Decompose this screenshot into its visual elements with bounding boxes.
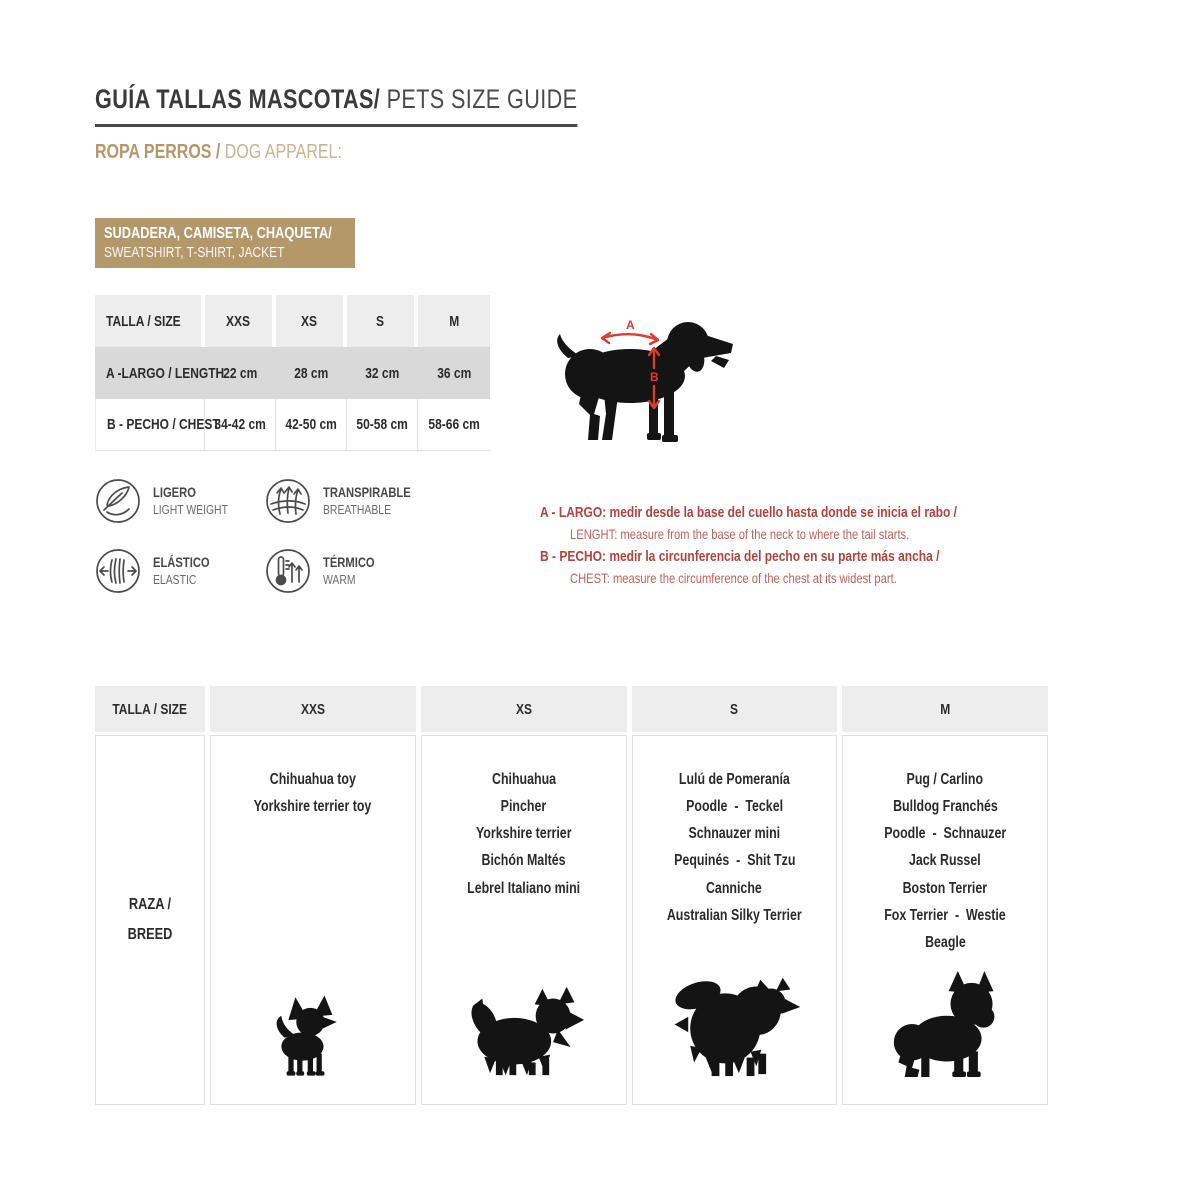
size-table-header — [95, 295, 490, 347]
breed-table-body — [95, 735, 1048, 1105]
row-label-en: BREED — [127, 926, 173, 943]
banner-line1: SUDADERA, CAMISETA, CHAQUETA/ — [104, 224, 332, 242]
breed-item: Australian Silky Terrier — [666, 906, 802, 924]
feature-name-es: LIGERO — [153, 484, 196, 501]
breed-item: Poodle - Schnauzer — [884, 825, 1007, 843]
breed-table-header-cell: XXS — [210, 686, 416, 732]
table-cell: 32 cm — [347, 347, 418, 399]
breed-item: Pincher — [500, 798, 547, 816]
thermometer-icon — [265, 548, 311, 594]
feature-name-es: TRANSPIRABLE — [323, 484, 411, 501]
breed-item: Lulú de Pomeranía — [678, 771, 790, 788]
row-label: A -LARGO / LENGTH — [95, 347, 205, 399]
row-label: B - PECHO / CHEST — [95, 399, 205, 451]
subtitle-en: DOG APPAREL: — [220, 141, 342, 163]
size-table-row-length — [95, 347, 490, 399]
breed-table-header — [95, 686, 1048, 732]
table-cell: 36 cm — [418, 347, 490, 399]
breed-item: Fox Terrier - Westie — [884, 906, 1006, 924]
feather-icon — [95, 478, 141, 524]
section-subtitle — [95, 141, 404, 164]
breed-cell-xxs — [210, 735, 416, 1105]
french-bulldog-silhouette — [881, 968, 1009, 1080]
labrador-silhouette — [548, 296, 753, 448]
size-table-row-chest — [95, 399, 490, 451]
chihuahua-silhouette — [269, 992, 357, 1080]
category-banner — [95, 218, 355, 268]
feature-name-es: ELÁSTICO — [153, 554, 210, 571]
feature-breathable — [265, 478, 495, 524]
breed-item: Lebrel Italiano mini — [467, 879, 581, 897]
breed-table-header-cell: S — [632, 686, 838, 732]
breed-item: Canniche — [706, 879, 763, 897]
measuring-diagram — [548, 296, 753, 453]
page-title-en: PETS SIZE GUIDE — [380, 84, 578, 114]
size-table-header-cell: XS — [276, 295, 347, 347]
table-cell: 42-50 cm — [276, 399, 347, 451]
note-a-es: A - LARGO: medir desde la base del cuello hasta donde se inicia el rabo / — [540, 504, 957, 521]
table-cell: 28 cm — [276, 347, 347, 399]
feature-warm — [265, 548, 495, 594]
breed-item: Chihuahua — [491, 771, 556, 788]
breed-item: Yorkshire terrier toy — [254, 798, 372, 816]
breed-item: Schnauzer mini — [688, 825, 781, 843]
table-cell: 50-58 cm — [347, 399, 418, 451]
breed-item: Jack Russel — [909, 852, 981, 870]
feature-name-en: WARM — [323, 571, 356, 587]
breed-item: Boston Terrier — [902, 879, 988, 897]
breed-item: Pequinés - Shit Tzu — [673, 852, 795, 870]
page-title — [95, 84, 698, 127]
breed-cell-s — [632, 735, 838, 1105]
breed-item: Bulldog Franchés — [892, 798, 998, 816]
elastic-icon — [95, 548, 141, 594]
note-a-en: LENGHT: measure from the base of the neck to where the tail starts. — [570, 525, 910, 542]
table-cell: 58-66 cm — [418, 399, 490, 451]
breed-cell-m — [842, 735, 1048, 1105]
subtitle-es: ROPA PERROS / — [95, 141, 221, 163]
size-table-header-cell: M — [418, 295, 490, 347]
label-a: A — [626, 318, 635, 332]
note-b-en: CHEST: measure the circumference of the chest at its widest part. — [570, 569, 897, 586]
breathable-icon — [265, 478, 311, 524]
feature-name-en: BREATHABLE — [323, 501, 392, 517]
row-label-es: RAZA / — [128, 895, 172, 913]
pomeranian-silhouette — [661, 968, 807, 1080]
breed-item: Bichón Maltés — [481, 852, 566, 870]
table-cell: 22 cm — [205, 347, 276, 399]
feature-name-en: LIGHT WEIGHT — [153, 501, 228, 517]
breed-item: Poodle - Teckel — [685, 798, 783, 816]
measure-arrow-a — [602, 333, 658, 344]
measuring-notes — [540, 502, 980, 590]
size-table-header-cell: XXS — [205, 295, 276, 347]
banner-line2: SWEATSHIRT, T-SHIRT, JACKET — [104, 244, 285, 262]
long-haired-chihuahua-silhouette — [461, 983, 587, 1080]
feature-list — [95, 478, 495, 594]
label-b: B — [650, 370, 659, 384]
feature-lightweight — [95, 478, 265, 524]
breed-item: Yorkshire terrier — [475, 825, 572, 843]
size-table-header-cell: S — [347, 295, 418, 347]
breed-cell-xs — [421, 735, 627, 1105]
breed-table-header-cell: M — [842, 686, 1048, 732]
table-cell: 34-42 cm — [205, 399, 276, 451]
breed-item: Pug / Carlino — [906, 771, 984, 788]
note-b-es: B - PECHO: medir la circunferencia del pecho en su parte más ancha / — [540, 548, 940, 566]
breed-table-header-cell: TALLA / SIZE — [95, 686, 205, 732]
breed-item: Beagle — [924, 933, 966, 951]
page-title-es: GUÍA TALLAS MASCOTAS/ — [95, 84, 381, 114]
feature-elastic — [95, 548, 265, 594]
breed-row-label — [95, 735, 205, 1105]
size-table — [95, 295, 490, 451]
feature-name-en: ELASTIC — [153, 571, 197, 587]
feature-name-es: TÉRMICO — [323, 554, 375, 571]
breed-item: Chihuahua toy — [269, 771, 356, 788]
breed-table-header-cell: XS — [421, 686, 627, 732]
size-table-header-cell: TALLA / SIZE — [95, 295, 205, 347]
